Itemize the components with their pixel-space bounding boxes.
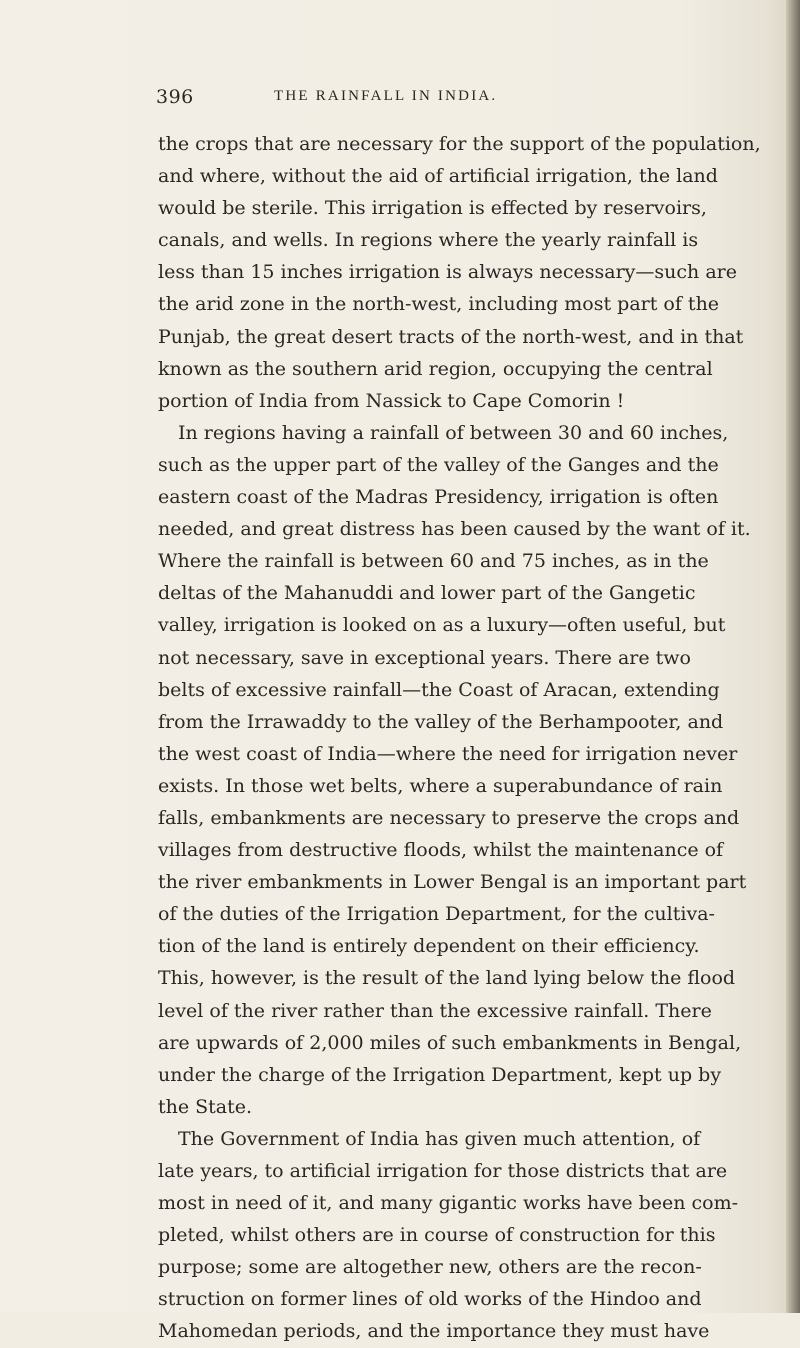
text-line: such as the upper part of the valley of the Ganges and the (158, 453, 719, 476)
text-line: late years, to artificial irrigation for those districts that are (158, 1160, 728, 1182)
text-line: and where, without the aid of artificial irrigation, the land (158, 165, 718, 188)
text-line: known as the southern arid region, occupying the central (158, 357, 713, 380)
text-line: the river embankments in Lower Bengal is an important part (158, 871, 747, 894)
text-line: needed, and great distress has been caused by the want of it. (158, 518, 751, 541)
text-line: eastern coast of the Madras Presidency, irrigation is often (158, 486, 719, 509)
text-line: not necessary, save in exceptional years. There are two (158, 646, 691, 669)
page-edge (786, 0, 800, 1313)
text-line: most in need of it, and many gigantic works have been com- (158, 1192, 739, 1215)
text-line: exists. In those wet belts, where a superabundance of rain (158, 774, 723, 797)
page-number: 396 (156, 86, 194, 108)
text-line: The Government of India has given much attention, of (178, 1127, 701, 1150)
text-line: the west coast of India—where the need for irrigation never (158, 742, 738, 765)
text-line: tion of the land is entirely dependent on their efficiency. (158, 935, 700, 958)
text-line: belts of excessive rainfall—the Coast of Aracan, extending (158, 678, 720, 701)
text-line: In regions having a rainfall of between 30 and 60 inches, (178, 421, 729, 444)
text-line: level of the river rather than the excessive rainfall. There (158, 999, 712, 1022)
text-line: pleted, whilst others are in course of construction for this (158, 1224, 716, 1247)
text-line: the arid zone in the north-west, including most part of the (158, 293, 720, 316)
text-line: under the charge of the Irrigation Department, kept up by (158, 1063, 722, 1086)
body-text (158, 128, 761, 1348)
text-line: canals, and wells. In regions where the yearly rainfall is (158, 229, 699, 252)
text-line: This, however, is the result of the land lying below the flood (158, 967, 736, 990)
text-line: would be sterile. This irrigation is effected by reservoirs, (158, 197, 707, 220)
text-line: less than 15 inches irrigation is always necessary—such are (158, 261, 737, 284)
text-line: Where the rainfall is between 60 and 75 inches, as in the (158, 550, 709, 573)
text-line: the crops that are necessary for the support of the population, (158, 133, 761, 155)
text-line: are upwards of 2,000 miles of such embankments in Bengal, (158, 1031, 742, 1054)
text-line: of the duties of the Irrigation Department, for the cultiva- (158, 903, 715, 926)
text-line: purpose; some are altogether new, others are the recon- (158, 1256, 702, 1279)
text-line: Punjab, the great desert tracts of the north-west, and in that (158, 325, 744, 348)
text-line: from the Irrawaddy to the valley of the Berhampooter, and (158, 710, 724, 733)
text-line: falls, embankments are necessary to preserve the crops and (158, 806, 740, 829)
text-line: the State. (158, 1095, 253, 1118)
running-head: THE RAINFALL IN INDIA. (274, 88, 498, 104)
text-line: deltas of the Mahanuddi and lower part of the Gangetic (158, 582, 696, 605)
text-line: struction on former lines of old works of the Hindoo and (158, 1288, 702, 1311)
text-line: portion of India from Nassick to Cape Comorin ! (158, 389, 625, 412)
text-line: villages from destructive floods, whilst the maintenance of (158, 839, 724, 862)
page-header (156, 86, 686, 112)
text-line: Mahomedan periods, and the importance they must have (158, 1320, 710, 1343)
text-line: valley, irrigation is looked on as a luxury—often useful, but (158, 614, 726, 637)
